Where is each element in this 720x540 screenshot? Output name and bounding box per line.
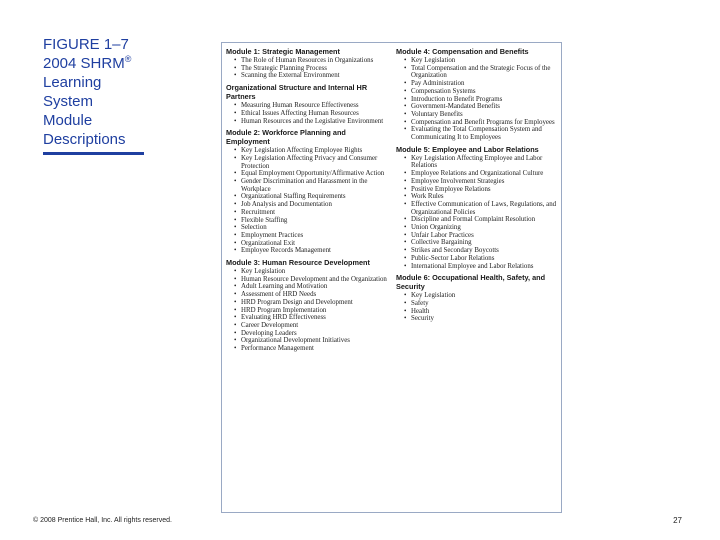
figure-subtitle-line: Module (43, 112, 93, 129)
module-item: • Government-Mandated Benefits (396, 103, 558, 111)
figure-number: FIGURE 1–7 (43, 36, 129, 53)
module-descriptions-panel (221, 42, 562, 513)
module-section (396, 145, 558, 271)
module-item: • Adult Learning and Motivation (226, 283, 389, 291)
module-item-list (396, 57, 558, 142)
module-title: Module 3: Human Resource Development (226, 258, 370, 268)
module-item: • Union Organizing (396, 224, 558, 232)
right-module-column (396, 47, 558, 326)
module-item: • Unfair Labor Practices (396, 232, 558, 240)
module-item: • Strikes and Secondary Boycotts (396, 247, 558, 255)
module-item: • Organizational Exit (226, 240, 389, 248)
module-item: • Organizational Development Initiatives (226, 337, 389, 345)
module-title: Module 1: Strategic Management (226, 47, 340, 56)
module-item: • Safety (396, 300, 558, 308)
module-item: • Key Legislation Affecting Privacy and Consumer Protection (226, 155, 389, 170)
module-item: • Key Legislation (396, 57, 558, 65)
title-underline-divider (43, 152, 144, 155)
module-item: • Introduction to Benefit Programs (396, 96, 558, 104)
module-item: • Job Analysis and Documentation (226, 201, 389, 209)
module-section (226, 47, 389, 80)
module-item: • Collective Bargaining (396, 239, 558, 247)
page-number: 27 (673, 516, 682, 525)
module-item: • Employment Practices (226, 232, 389, 240)
module-item: • Key Legislation (226, 268, 389, 276)
figure-subtitle-line: Descriptions (43, 131, 126, 148)
module-item: • Compensation and Benefit Programs for Employees (396, 119, 558, 127)
module-item: • Ethical Issues Affecting Human Resources (226, 110, 389, 118)
left-module-column (226, 47, 389, 356)
module-item: • Security (396, 315, 558, 323)
module-item: • Assessment of HRD Needs (226, 291, 389, 299)
module-item: • Selection (226, 224, 389, 232)
module-title: Module 2: Workforce Planning and Employment (226, 128, 346, 147)
module-item: • Health (396, 308, 558, 316)
module-item: • Pay Administration (396, 80, 558, 88)
module-item-list (396, 155, 558, 271)
module-section (226, 128, 389, 255)
module-item-list (226, 57, 389, 80)
module-section (396, 47, 558, 142)
module-item: • Total Compensation and the Strategic Focus of the Organization (396, 65, 558, 80)
module-item-list (226, 268, 389, 353)
module-item: • Employee Relations and Organizational Culture (396, 170, 558, 178)
figure-subtitle-line: System (43, 93, 94, 110)
module-item: • Discipline and Formal Complaint Resolution (396, 216, 558, 224)
shrm-label: 2004 SHRM (43, 55, 125, 72)
module-item: • International Employee and Labor Relations (396, 263, 558, 271)
module-item: • Key Legislation Affecting Employee Rights (226, 147, 389, 155)
module-title: Organizational Structure and Internal HR Partners (226, 83, 368, 102)
module-item: • Human Resource Development and the Organization (226, 276, 389, 284)
module-item: • Compensation Systems (396, 88, 558, 96)
module-item: • Evaluating HRD Effectiveness (226, 314, 389, 322)
module-title: Module 6: Occupational Health, Safety, and Security (396, 273, 546, 292)
module-item: • Scanning the External Environment (226, 72, 389, 80)
module-item: • Effective Communication of Laws, Regulations, and Organizational Policies (396, 201, 558, 216)
module-item: • Recruitment (226, 209, 389, 217)
figure-title (43, 35, 193, 149)
module-section (396, 273, 558, 323)
module-item: • Gender Discrimination and Harassment in the Workplace (226, 178, 389, 193)
module-item: • Employee Involvement Strategies (396, 178, 558, 186)
module-item: • Evaluating the Total Compensation System and Communicating It to Employees (396, 126, 558, 141)
module-item: • The Role of Human Resources in Organizations (226, 57, 389, 65)
module-item: • Organizational Staffing Requirements (226, 193, 389, 201)
module-item: • The Strategic Planning Process (226, 65, 389, 73)
module-item: • Equal Employment Opportunity/Affirmative Action (226, 170, 389, 178)
module-section (226, 258, 389, 353)
module-item: • Developing Leaders (226, 330, 389, 338)
module-item: • Employee Records Management (226, 247, 389, 255)
figure-subtitle-line: Learning (43, 74, 102, 91)
copyright-notice: © 2008 Prentice Hall, Inc. All rights reserved. (33, 517, 172, 524)
module-item: • Public-Sector Labor Relations (396, 255, 558, 263)
module-item: • Key Legislation (396, 292, 558, 300)
module-item: • Measuring Human Resource Effectiveness (226, 102, 389, 110)
module-item: • Voluntary Benefits (396, 111, 558, 119)
module-item: • Positive Employee Relations (396, 186, 558, 194)
module-item: • Work Rules (396, 193, 558, 201)
module-item-list (226, 102, 389, 125)
module-section (226, 83, 389, 125)
module-item: • Performance Management (226, 345, 389, 353)
registered-mark: ® (124, 54, 132, 64)
module-item: • Flexible Staffing (226, 217, 389, 225)
figure-subtitle-line (43, 54, 193, 73)
module-item: • Key Legislation Affecting Employee and Labor Relations (396, 155, 558, 170)
module-item: • HRD Program Design and Development (226, 299, 389, 307)
module-item: • Human Resources and the Legislative Environment (226, 118, 389, 126)
module-item: • Career Development (226, 322, 389, 330)
module-item-list (226, 147, 389, 255)
module-item: • HRD Program Implementation (226, 307, 389, 315)
module-title: Module 5: Employee and Labor Relations (396, 144, 539, 154)
module-title: Module 4: Compensation and Benefits (396, 47, 529, 56)
module-item-list (396, 292, 558, 323)
